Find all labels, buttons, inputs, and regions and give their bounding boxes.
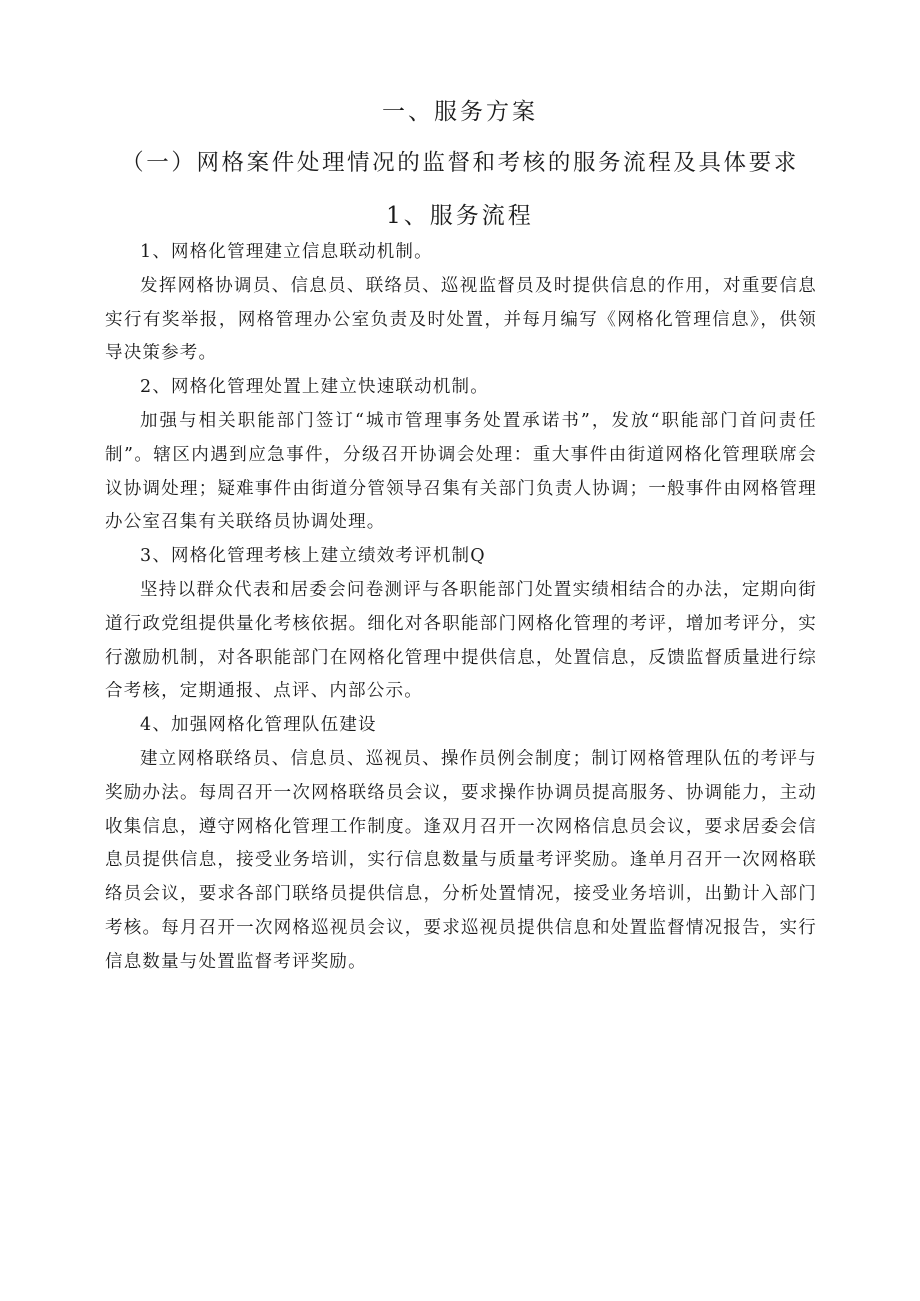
- item-heading-1: 1、网格化管理建立信息联动机制。: [140, 242, 433, 262]
- subsection-title: （一）网格案件处理情况的监督和考核的服务流程及具体要求: [121, 150, 799, 176]
- item-heading-4: 4、加强网格化管理队伍建设: [140, 715, 377, 736]
- body-text: [105, 236, 817, 980]
- heading-title: 1、服务流程: [386, 203, 534, 229]
- paragraph-4: 建立网格联络员、信息员、巡视员、操作员例会制度；制订网格管理队伍的考评与奖励办法。每周召开一次网格联络员会议，要求操作协调员提高服务、协调能力，主动收集信息，遵守网格化管理工作制度。逢双月召开一次网格信息员会议，要求居委会信息员提供信息，接受业务培训，实行信息数量与质量考评奖励。逢单月召开一次网格联络员会议，要求各部门联络员提供信息，分析处置情况，接受业务培训，出勤计入部门考核。每月召开一次网格巡视员会议，要求巡视员提供信息和处置监督情况报告，实行信息数量与处置监督考评奖励。: [105, 748, 817, 972]
- item-heading-2: 2、网格化管理处置上建立快速联动机制。: [140, 377, 489, 398]
- paragraph-2: 加强与相关职能部门签订“城市管理事务处置承诺书”，发放“职能部门首问责任制”。辖区内遇到应急事件，分级召开协调会处理：重大事件由街道网格化管理联席会议协调处理；疑难事件由街道分管领导召集有关部门负责人协调；一般事件由网格管理办公室召集有关联络员协调处理。: [105, 410, 817, 533]
- paragraph-1: 发挥网格协调员、信息员、联络员、巡视监督员及时提供信息的作用，对重要信息实行有奖举报，网格管理办公室负责及时处置，并每月编写《网格化管理信息》，供领导决策参考。: [105, 275, 817, 364]
- item-heading-3: 3、网格化管理考核上建立绩效考评机制Q: [140, 546, 486, 567]
- paragraph-3: 坚持以群众代表和居委会问卷测评与各职能部门处置实绩相结合的办法，定期向街道行政党组提供量化考核依据。细化对各职能部门网格化管理的考评，增加考评分，实行激励机制，对各职能部门在网格化管理中提供信息，处置信息，反馈监督质量进行综合考核，定期通报、点评、内部公示。: [105, 579, 817, 702]
- section-title: 一、服务方案: [382, 99, 538, 125]
